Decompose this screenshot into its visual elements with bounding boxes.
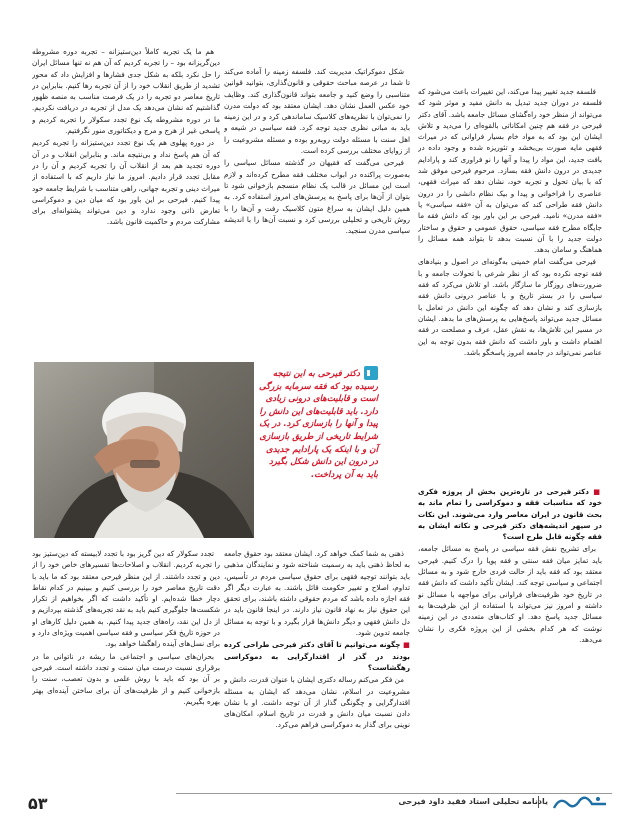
paragraph: ذهنی به شما کمک خواهد کرد. ایشان معتقد بود حقوق جامعه به لحاظ ذهنی باید به رسمیت شناخته شود و نمایندگان مذهبی باید بتوانند توجیه فقهی برای حقوق سیاسی مردم در تأسیس، تداوم، اصلاح و تغییر حکومت قائل باشند. به عبارت دیگر اگر فقه اجازه داده باشد که مردم حقوقی داشته باشند، برای تحقق این حقوق نیاز به نهاد قانون نیاز دارند. در اینجا قانون باید در دل دانش فقهی و دیگر دانش‌ها قرار بگیرد و با توجه به مسائل جامعه تدوین شود.	[224, 549, 410, 638]
paragraph: شکل دموکراتیک مدیریت کند. فلسفه زمینه را آماده می‌کند تا شما در عرصه مباحث حقوقی و قانون‌گذاری، بتوانید قوانین متناسبی را وضع کنید و جامعه بتواند قانون‌گذاری کند. وظایف خود عکس العمل نشان دهد. ایشان معتقد بود که دولت مدرن را نمی‌توان با نظریه‌های کلاسیک ساماندهی کرد و در این زمینه باید به مبانی نظری جدید توجه کرد. فقه سیاسی در شیعه و اهل سنت با مسئله دولت روبه‌رو بوده و مسئله مشروعیت را از زوایای مختلف بررسی کرده است.	[224, 67, 410, 156]
paragraph: بحران‌های سیاسی و اجتماعی ما ریشه در ناتوانی ما در برقراری نسبت درست میان سنت و تجدد داشته است. فیرحی بر آن بود که باید با روش علمی و بدون تعصب، سنت را بازخوانی کنیم و از ظرفیت‌های آن برای ساختن آینده‌ای بهتر بهره بگیریم.	[32, 651, 220, 706]
paragraph: فیرحی می‌گفت امام خمینی به‌گونه‌ای در اصول و بنیادهای فقه توجه نکرده بود که از نظر شرعی با تحولات جامعه و با ضرورت‌های روزگار ما سازگار باشد. او تلاش می‌کرد که فقه سیاسی را در بستر تاریخ و با عناصر درونی دانش فقه بازسازی کند و نشان دهد که چگونه این دانش در تعامل با مسائل جدید می‌تواند پاسخ‌هایی به پرسش‌های ما بدهد. ایشان در مسیر این تلاش‌ها، به نقش عقل، عرف و مصلحت در فقه اهتمام داشت و باور داشت که دانش فقه بدون توجه به این عناصر نمی‌تواند در جامعه امروز پاسخگو باشد.	[418, 257, 602, 357]
portrait-illustration	[34, 362, 254, 538]
article-column-left-top	[32, 46, 220, 342]
section-subheading	[418, 486, 602, 542]
bullet-icon: ■	[589, 487, 602, 496]
paragraph: در دوره پهلوی هم یک نوع تجدد دین‌ستیزانه را تجربه کردیم که آن هم پاسخ نداد و بی‌نتیجه ماند. و بنابراین انقلاب و در آن دوره تجدید هم بعد از انقلاب آن را تجربه کردیم و آن را در مقابل تجدد قرار دادیم. امروز ما نیاز داریم که با استفاده از میراث دینی و تجربه جهانی، راهی متناسب با شرایط جامعه خود پیدا کنیم. فیرحی بر این باور بود که میان دین و دموکراسی تعارض ذاتی وجود ندارد و دین می‌تواند پشتوانه‌ای برای مشارکت مردم و حاکمیت قانون باشد.	[32, 138, 220, 227]
footer-title: یادنامه تحلیلی استاد فقید داود فیرحی	[398, 797, 548, 806]
subheading-text: چگونه می‌توانیم تا آقای دکتر فیرحی طراحی کرده بودند در گذر از اقتدارگرایی به دموکراسی رهگشاست؟	[224, 640, 410, 672]
paragraph: هم ما یک تجربه کاملاً دین‌ستیزانه – تجربه دوره مشروطه دین‌گریزانه بود – را تجربه کردیم که آن هم نه تنها مسائل ایران را حل نکرد بلکه به شکل جدی فشارها و افزایش داد که محور تشدید از طریق انقلاب خود را از آن تجربه رها کنیم. بنابراین در تاریخ معاصر دو تجربه را در یک فرصت مناسب به منصه ظهور گذاشتیم که نشان می‌دهد یک مدل از تجربه در دریافت نکردیم. ما در دوره مشروطه یک نوع تجدد سکولار را تجربه کردیم و پاسخی غیر از هرج و مرج و دیکتاتوری منور نگرفتیم.	[32, 47, 220, 136]
article-column-middle-top	[224, 66, 410, 342]
paragraph: فلسفه جدید تغییر پیدا می‌کند، این تغییرات باعث می‌شود که فلسفه در دوران جدید تبدیل به دانش مفید و موثر شود که می‌تواند از منظر خود راه‌گشای مسائل جامعه باشد. آقای دکتر فیرحی در فقه هم چنین امکاناتی بالقوه‌ای را می‌دید و تلاش ایشان این بود که به مواد خام بسیار فراوانی که در میراث فقهی مایه صورت بی‌بخشد و تئوریزه شده و وجود داده در بافت جدید، این مواد را پیدا و آنها را نو فراوری کند و پارادایم جدیدی در درون دانش فقه بسازد. مرحوم فیرحی موفق شد که با بیان تحول و تجربه خود، نشان دهد که میراث فقهی، عناصری را فراخوانی و پیدا و بیک نظام دانشی را در درون دانش فقه طراحی کند که می‌توان به آن «فقه سیاسی» یا «فقه مدرن» نامید. فیرحی بر این باور بود که دانش فقه ما جایگاه مطرح فقه سیاسی، حقوق عمومی و حقوق و ساختار دولت جدید را با آن نسبت بدهد تا بتواند همه مسائل را هماهنگ و سامان بدهد.	[418, 87, 602, 255]
portrait-photo	[34, 362, 254, 538]
pull-quote-text: دکتر فیرحی به این نتیجه رسیده بود که فقه سرمایه بزرگی است و قابلیت‌های درونی زیادی دارد. باید قابلیت‌های این دانش را پیدا و آنها را بازسازی کرد. در یک شرایط تاریخی از طریق بازسازی آن و با اینکه یک پارادایم جدیدی در درون این دانش شکل بگیرد باید به آن پرداخت.	[258, 369, 378, 480]
article-column-right-top	[418, 86, 602, 486]
article-column-middle-bottom	[224, 548, 410, 786]
magazine-logo-icon	[550, 794, 610, 812]
bullet-icon: ■	[400, 640, 410, 650]
section-subheading	[224, 639, 410, 673]
paragraph: تجدد سکولار که دین گریز بود با تجدد لابیسته که دین‌ستیز بود را تجربه کردیم. انقلاب و اصلاحات‌ها تفسیرهای خاص خود را از دین و تجدد داشتند. از این منظر فیرحی معتقد بود که ما باید با دقت تاریخ معاصر خود را بررسی کنیم و ببینیم در کدام نقاط دچار خطا شده‌ایم. او تأکید داشت که اگر بخواهیم از تکرار شکست‌ها جلوگیری کنیم باید به نقد تجربه‌های گذشته بپردازیم و از دل این نقد، راه‌های جدید پیدا کنیم. به همین دلیل کارهای او در حوزه تاریخ فکر سیاسی و فقه سیاسی اهمیت ویژه‌ای دارد و برای نسل‌های آینده راهگشا خواهد بود.	[32, 549, 220, 649]
article-column-right-bottom	[418, 486, 602, 786]
paragraph: برای تشریح نقش فقه سیاسی در پاسخ به مسائل جامعه، باید تمایز میان فقه سنتی و فقه پویا را درک کنیم. فیرحی معتقد بود که فقه باید از حالت فردی خارج شود و به مسائل اجتماعی و سیاسی توجه کند. ایشان تأکید داشت که دانش فقه در تاریخ خود ظرفیت‌های فراوانی برای مواجهه با مسائل نو داشته و امروز نیز می‌تواند با استفاده از این ظرفیت‌ها به مسائل جدید پاسخ دهد. او کتاب‌های متعددی در این زمینه نوشت که هر کدام بخشی از این پروژه فکری را نشان می‌دهد.	[418, 544, 602, 644]
page-number: ۵۳	[28, 794, 48, 813]
paragraph: فیرحی می‌گفت که فقیهان در گذشته مسائل سیاسی را به‌صورت پراکنده در ابواب مختلف فقه مطرح کرده‌اند و لازم است این مسائل در قالب یک نظام منسجم بازخوانی شود تا بتوان از آن‌ها برای پاسخ به پرسش‌های امروز استفاده کرد. به همین دلیل ایشان به سراغ متون کلاسیک رفت و آن‌ها را با روش تاریخی و تحلیلی بررسی کرد و نسبت آن‌ها را با اندیشه سیاسی مدرن سنجید.	[224, 158, 410, 236]
subheading-text: دکتر فیرحی در تازه‌ترین بخش از پروژه فکری خود که مناسبات فقه و دموکراسی را تمام ماند به بحث قانون در ایران معاصر وارد می‌شوند. این نکات در سیهر اندیشه‌های دکتر فیرحی و نکاته ایشان به فقه چگونه قابل طرح است؟	[418, 487, 602, 542]
pull-quote	[258, 366, 378, 538]
paragraph: من فکر می‌کنم رساله دکتری ایشان با عنوان قدرت، دانش و مشروعیت در اسلام، نشان می‌دهد که ایشان به مسئله اقتدارگرایی و چگونگی گذار از آن توجه داشت. او با نشان دادن نسبت میان دانش و قدرت در تاریخ اسلام، امکان‌های نوینی برای گذار به دموکراسی فراهم می‌کرد.	[224, 675, 410, 730]
article-column-left-bottom	[32, 548, 220, 786]
